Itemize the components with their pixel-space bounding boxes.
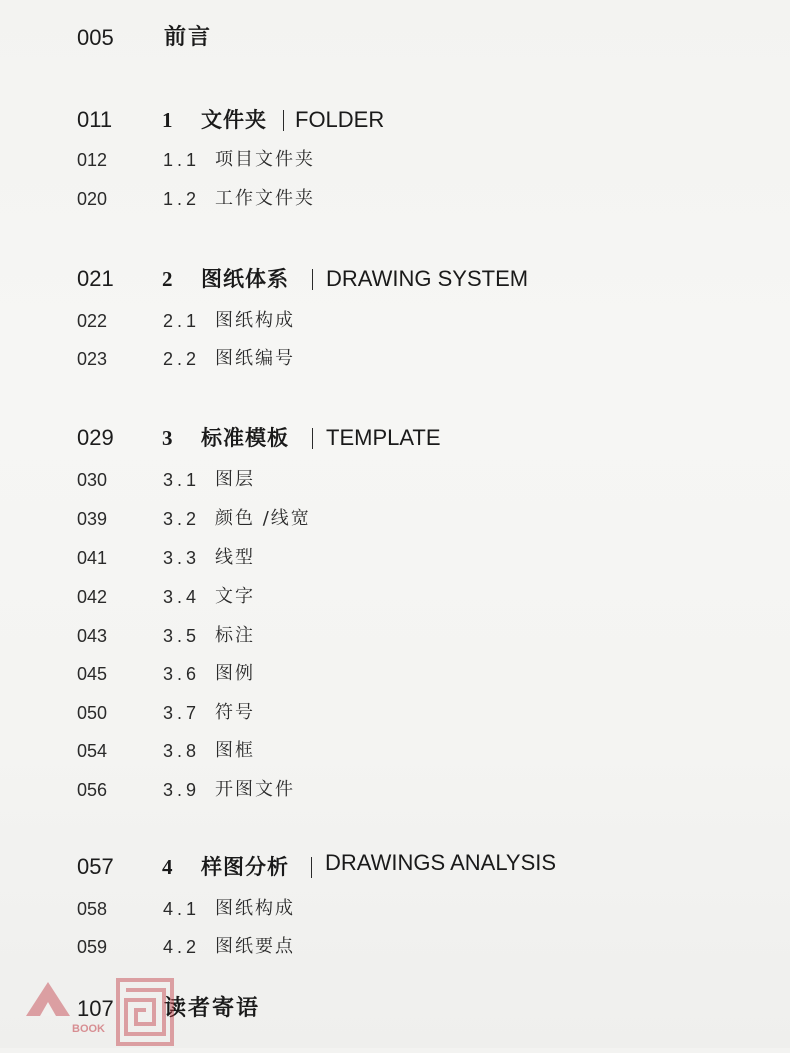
section-number: 3.5 [163, 626, 201, 646]
toc-section-3-2[interactable] [0, 507, 790, 541]
toc-section-3-8[interactable] [0, 739, 790, 773]
toc-section-2-2[interactable] [0, 347, 790, 381]
toc-chapter-1[interactable] [0, 106, 790, 140]
title-divider [283, 110, 284, 131]
section-title: 图纸编号 [215, 348, 295, 369]
page-number: 043 [77, 626, 108, 646]
page-number: 054 [77, 741, 108, 761]
section-title: 图纸要点 [215, 936, 295, 957]
chapter-number: 2 [162, 267, 173, 291]
page-number: 011 [77, 107, 113, 132]
chapter-title-en: FOLDER [295, 107, 385, 132]
chapter-title-cn: 样图分析 [201, 855, 289, 879]
toc-section-3-6[interactable] [0, 662, 790, 696]
toc-section-1-1[interactable] [0, 148, 790, 182]
page-number: 012 [77, 150, 108, 170]
section-title: 工作文件夹 [215, 188, 315, 209]
section-number: 3.9 [163, 780, 201, 800]
section-title: 项目文件夹 [215, 149, 315, 170]
page-number: 030 [77, 470, 108, 490]
section-number: 2.2 [163, 349, 201, 369]
section-number: 4.1 [163, 899, 201, 919]
section-title: 线型 [215, 547, 255, 568]
page-number: 057 [77, 854, 114, 879]
section-number: 3.1 [163, 470, 201, 490]
toc-section-3-9[interactable] [0, 778, 790, 812]
toc-section-3-5[interactable] [0, 624, 790, 658]
section-title: 标注 [215, 625, 255, 646]
toc-section-3-4[interactable] [0, 585, 790, 619]
section-number: 3.2 [163, 509, 201, 529]
page-number: 059 [77, 937, 108, 957]
chapter-title-cn: 文件夹 [201, 108, 267, 132]
section-title: 图层 [215, 469, 255, 490]
watermark-label: BOOK [72, 1023, 105, 1035]
page-number: 020 [77, 189, 108, 209]
toc-section-4-2[interactable] [0, 935, 790, 969]
chapter-title-cn: 图纸体系 [201, 267, 289, 291]
toc-section-3-7[interactable] [0, 701, 790, 735]
toc-section-2-1[interactable] [0, 309, 790, 343]
page-number: 107 [77, 996, 114, 1021]
section-number: 1.2 [163, 189, 201, 209]
toc-entry-preface[interactable] [0, 24, 790, 58]
entry-title: 前言 [164, 25, 213, 50]
chapter-title-en: DRAWINGS ANALYSIS [325, 850, 557, 875]
section-title: 图纸构成 [215, 310, 295, 331]
chapter-number: 4 [162, 855, 173, 879]
title-divider [312, 428, 313, 449]
toc-chapter-3[interactable] [0, 424, 790, 458]
page-number: 056 [77, 780, 108, 800]
toc-chapter-4[interactable] [0, 850, 790, 887]
entry-title: 读者寄语 [164, 996, 261, 1021]
section-number: 2.1 [163, 311, 201, 331]
section-number: 3.8 [163, 741, 201, 761]
title-divider [311, 857, 312, 878]
section-number: 1.1 [163, 150, 201, 170]
page-number: 029 [77, 425, 114, 450]
chapter-number: 3 [162, 426, 173, 450]
section-title: 图纸构成 [215, 898, 295, 919]
page-number: 045 [77, 664, 108, 684]
section-title: 图例 [215, 663, 255, 684]
watermark-seal [118, 980, 172, 1044]
page-number: 041 [77, 548, 108, 568]
chapter-title-en: DRAWING SYSTEM [326, 266, 529, 291]
title-divider [312, 269, 313, 290]
section-title: 开图文件 [215, 779, 295, 800]
chapter-number: 1 [162, 108, 173, 132]
section-number: 3.6 [163, 664, 201, 684]
section-number: 3.3 [163, 548, 201, 568]
toc-section-3-1[interactable] [0, 468, 790, 502]
section-number: 4.2 [163, 937, 201, 957]
section-number: 3.4 [163, 587, 201, 607]
toc-section-3-3[interactable] [0, 546, 790, 580]
page-number: 021 [77, 266, 114, 291]
page-number: 022 [77, 311, 108, 331]
toc-section-4-1[interactable] [0, 897, 790, 931]
chapter-title-cn: 标准模板 [201, 426, 289, 450]
page-number: 050 [77, 703, 108, 723]
watermark [14, 972, 184, 1048]
page-number: 023 [77, 349, 108, 369]
page-number: 005 [77, 25, 114, 50]
seal-logo-icon [14, 972, 184, 1048]
toc-section-1-2[interactable] [0, 187, 790, 221]
page-number: 042 [77, 587, 108, 607]
section-title: 图框 [215, 740, 255, 761]
page-number: 058 [77, 899, 108, 919]
section-number: 3.7 [163, 703, 201, 723]
section-title: 符号 [215, 702, 255, 723]
page-number: 039 [77, 509, 108, 529]
toc-chapter-2[interactable] [0, 265, 790, 299]
section-title: 颜色 /线宽 [215, 508, 311, 529]
section-title: 文字 [215, 586, 255, 607]
chapter-title-en: TEMPLATE [326, 425, 441, 450]
